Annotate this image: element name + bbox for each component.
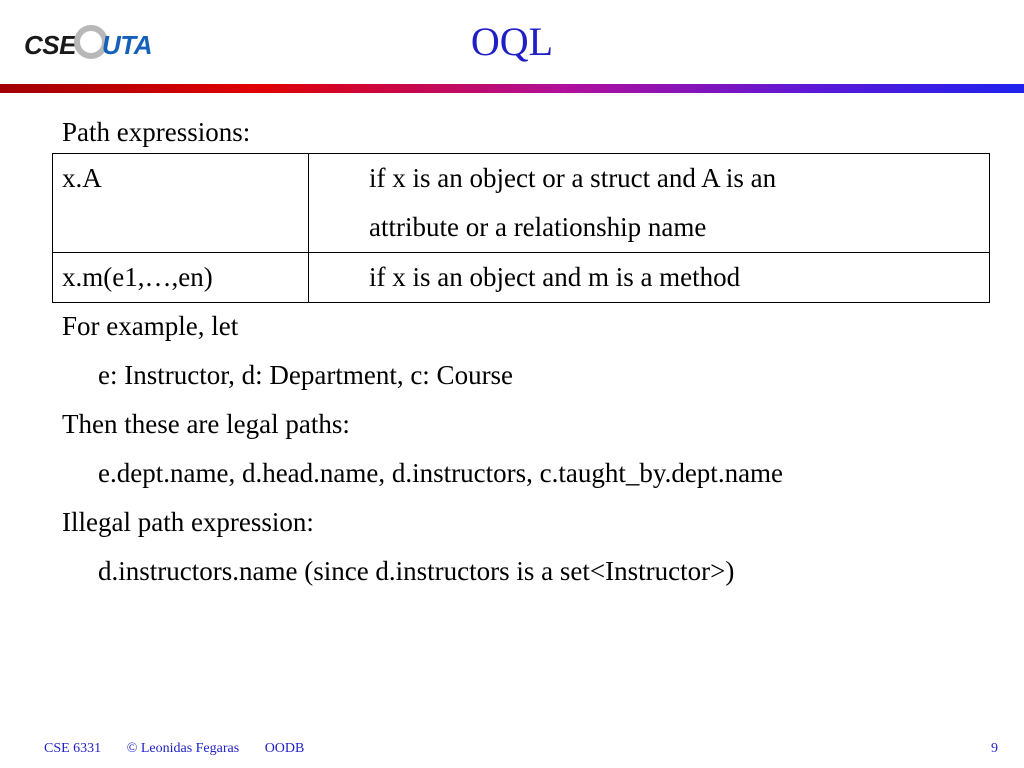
footer-topic: OODB bbox=[264, 741, 305, 756]
path-expressions-heading: Path expressions: bbox=[62, 117, 251, 147]
desc-line: attribute or a relationship name bbox=[369, 212, 707, 242]
illegal-path-example: d.instructors.name (since d.instructors is a set<Instructor>) bbox=[98, 556, 735, 586]
desc-cell bbox=[309, 253, 990, 303]
slide-footer bbox=[44, 741, 326, 757]
desc-line: if x is an object and m is a method bbox=[369, 262, 741, 292]
title-divider-rule bbox=[0, 84, 1024, 93]
logo-uta-text: UTA bbox=[102, 30, 153, 60]
example-intro: For example, let bbox=[62, 311, 239, 341]
desc-line: if x is an object or a struct and A is an bbox=[369, 163, 777, 193]
expr-cell: x.A bbox=[53, 154, 309, 253]
legal-paths-heading: Then these are legal paths: bbox=[62, 409, 350, 439]
footer-author: © Leonidas Fegaras bbox=[126, 741, 240, 756]
logo-cse-text: CSE bbox=[24, 30, 76, 60]
slide-body-top bbox=[62, 108, 1002, 157]
slide-body-bottom bbox=[62, 302, 1002, 596]
example-bindings: e: Instructor, d: Department, c: Course bbox=[98, 360, 514, 390]
expr-cell: x.m(e1,…,en) bbox=[53, 253, 309, 303]
desc-cell bbox=[309, 154, 990, 253]
table-row bbox=[53, 253, 990, 303]
slide-title: OQL bbox=[470, 19, 554, 64]
illegal-path-heading: Illegal path expression: bbox=[62, 507, 314, 537]
table-row bbox=[53, 154, 990, 253]
page-number: 9 bbox=[991, 741, 998, 756]
legal-paths-list: e.dept.name, d.head.name, d.instructors, c.taught_by.dept.name bbox=[98, 458, 784, 488]
footer-course: CSE 6331 bbox=[44, 741, 102, 756]
path-expressions-table bbox=[52, 153, 990, 303]
